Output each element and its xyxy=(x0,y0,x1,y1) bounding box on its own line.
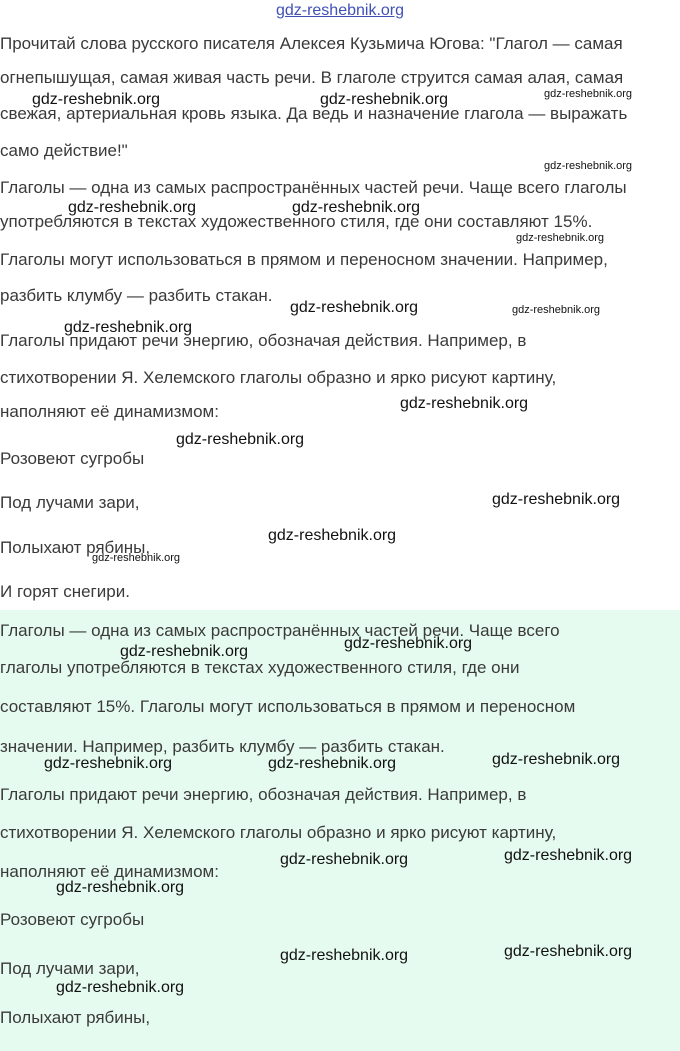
watermark: gdz-reshebnik.org xyxy=(280,851,409,868)
watermark: gdz-reshebnik.org xyxy=(544,160,633,172)
poem-line: Розовеют сугробы xyxy=(0,910,145,929)
question-line: стихотворении Я. Хелемского глаголы образно и ярко рисуют картину, xyxy=(0,368,557,387)
watermark: gdz-reshebnik.org xyxy=(292,199,421,216)
question-line: разбить клумбу — разбить стакан. xyxy=(0,286,273,305)
watermark: gdz-reshebnik.org xyxy=(344,635,473,652)
watermark: gdz-reshebnik.org xyxy=(516,232,605,244)
watermark: gdz-reshebnik.org xyxy=(32,91,161,108)
question-line: употребляются в текстах художественного стиля, где они составляют 15%. xyxy=(0,212,593,231)
watermark: gdz-reshebnik.org xyxy=(56,879,185,896)
answer-line: наполняют её динамизмом: xyxy=(0,862,219,881)
watermark: gdz-reshebnik.org xyxy=(492,751,621,768)
question-line: Глаголы — одна из самых распространённых частей речи. Чаще всего глаголы xyxy=(0,178,627,197)
poem-line: Розовеют сугробы xyxy=(0,449,145,468)
poem-line: Полыхают рябины, xyxy=(0,538,151,557)
question-line: огнепышущая, самая живая часть речи. В глаголе струится самая алая, самая xyxy=(0,68,624,87)
watermark: gdz-reshebnik.org xyxy=(268,527,397,544)
watermark: gdz-reshebnik.org xyxy=(512,304,601,316)
poem-line: Полыхают рябины, xyxy=(0,1008,151,1027)
watermark: gdz-reshebnik.org xyxy=(320,91,449,108)
answer-line: Глаголы придают речи энергию, обозначая действия. Например, в xyxy=(0,785,527,804)
answer-line: составляют 15%. Глаголы могут использоваться в прямом и переносном xyxy=(0,697,576,716)
answer-line: Глаголы — одна из самых распространённых частей речи. Чаще всего xyxy=(0,621,560,640)
watermark: gdz-reshebnik.org xyxy=(176,431,305,448)
question-line: само действие!" xyxy=(0,141,128,160)
watermark: gdz-reshebnik.org xyxy=(92,552,181,564)
answer-line: значении. Например, разбить клумбу — разбить стакан. xyxy=(0,737,445,756)
poem-line: Под лучами зари, xyxy=(0,959,140,978)
poem-line: И горят снегири. xyxy=(0,582,130,601)
watermark: gdz-reshebnik.org xyxy=(400,395,529,412)
watermark: gdz-reshebnik.org xyxy=(120,643,249,660)
question-line: Глаголы придают речи энергию, обозначая действия. Например, в xyxy=(0,331,527,350)
answer-line: глаголы употребляются в текстах художественного стиля, где они xyxy=(0,658,520,677)
question-line: свежая, артериальная кровь языка. Да ведь и назначение глагола — выражать xyxy=(0,104,628,123)
watermark: gdz-reshebnik.org xyxy=(504,847,633,864)
watermark: gdz-reshebnik.org xyxy=(544,88,633,100)
watermark: gdz-reshebnik.org xyxy=(68,199,197,216)
question-line: Глаголы могут использоваться в прямом и переносном значении. Например, xyxy=(0,250,608,269)
question-line: Прочитай слова русского писателя Алексея Кузьмича Югова: "Глагол — самая xyxy=(0,34,623,53)
site-link[interactable]: gdz-reshebnik.org xyxy=(275,2,405,19)
watermark: gdz-reshebnik.org xyxy=(268,755,397,772)
watermark: gdz-reshebnik.org xyxy=(290,299,419,316)
watermark: gdz-reshebnik.org xyxy=(64,319,193,336)
watermark: gdz-reshebnik.org xyxy=(280,947,409,964)
watermark: gdz-reshebnik.org xyxy=(56,979,185,996)
question-line: наполняют её динамизмом: xyxy=(0,402,219,421)
watermark: gdz-reshebnik.org xyxy=(504,943,633,960)
poem-line: Под лучами зари, xyxy=(0,493,140,512)
answer-line: стихотворении Я. Хелемского глаголы образно и ярко рисуют картину, xyxy=(0,823,557,842)
site-header xyxy=(0,0,680,26)
watermark: gdz-reshebnik.org xyxy=(492,491,621,508)
watermark: gdz-reshebnik.org xyxy=(44,755,173,772)
